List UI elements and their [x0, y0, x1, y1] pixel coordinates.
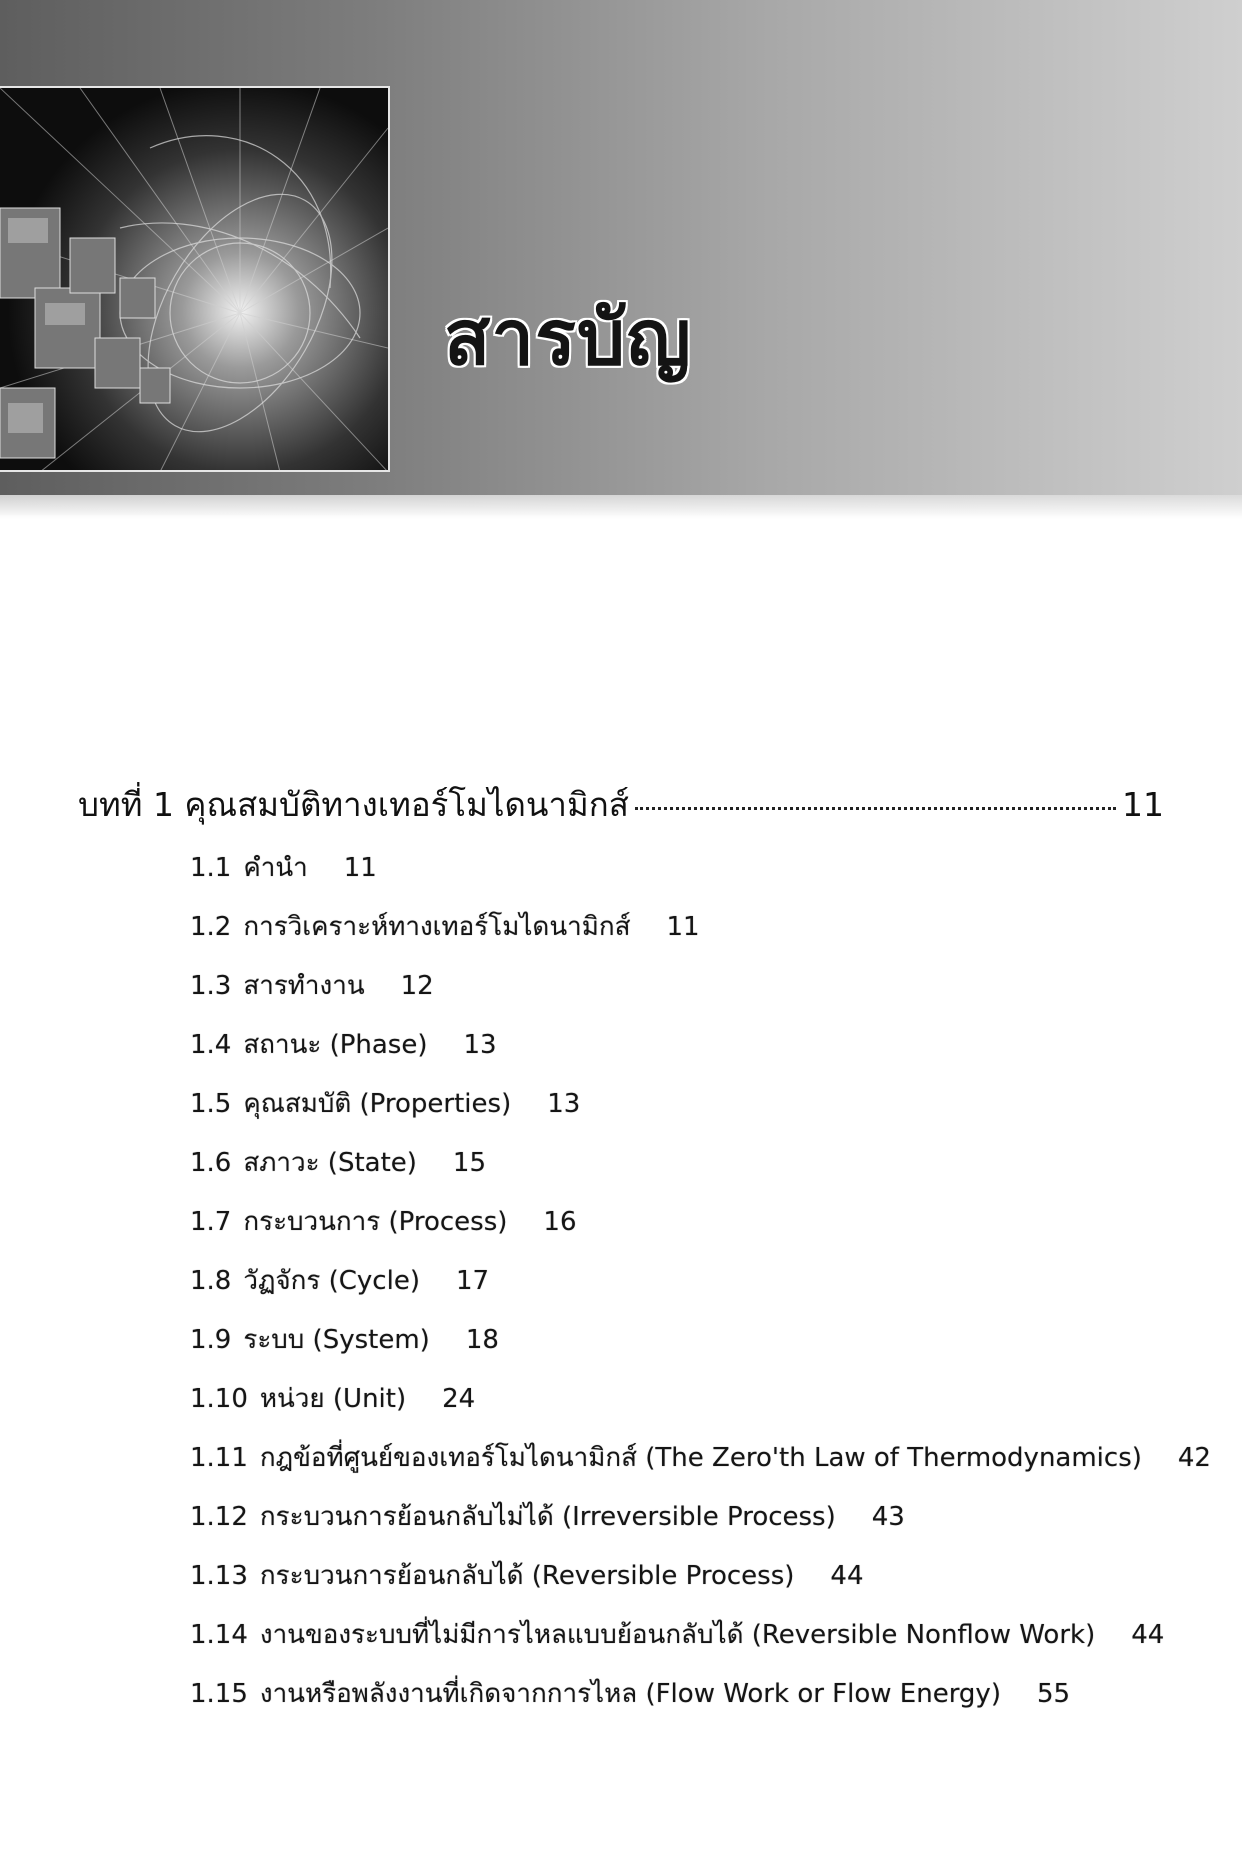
section-title: การวิเคราะห์ทางเทอร์โมไดนามิกส์ [243, 912, 631, 942]
toc-item[interactable] [190, 1074, 1190, 1133]
toc-list [190, 838, 1211, 1723]
section-title: กฎข้อที่ศูนย์ของเทอร์โมไดนามิกส์ (The Zero'th Law of Thermodynamics) [259, 1443, 1142, 1473]
section-title: สารทำงาน [243, 971, 365, 1001]
section-number: 1.4 [190, 1029, 232, 1060]
section-page: 16 [543, 1206, 577, 1237]
toc-item[interactable] [190, 1546, 1190, 1605]
section-number: 1.7 [190, 1206, 232, 1237]
section-number: 1.1 [190, 852, 232, 883]
section-title: คำนำ [243, 853, 308, 883]
section-page: 43 [871, 1501, 905, 1532]
section-title: สถานะ (Phase) [243, 1030, 428, 1060]
header-fade [0, 495, 1242, 519]
chapter-entry[interactable] [78, 778, 1164, 831]
section-number: 1.13 [190, 1560, 248, 1591]
section-title: สภาวะ (State) [243, 1148, 417, 1178]
section-number: 1.12 [190, 1501, 248, 1532]
toc-item[interactable] [190, 1133, 1190, 1192]
section-page: 44 [830, 1560, 864, 1591]
section-number: 1.3 [190, 970, 232, 1001]
section-page: 13 [547, 1088, 581, 1119]
dot-leader [635, 807, 1116, 810]
toc-item[interactable] [190, 1428, 1211, 1487]
section-page: 12 [400, 970, 434, 1001]
section-page: 15 [452, 1147, 486, 1178]
section-number: 1.11 [190, 1442, 248, 1473]
section-title: กระบวนการย้อนกลับไม่ได้ (Irreversible Process) [259, 1502, 836, 1532]
section-number: 1.15 [190, 1678, 248, 1709]
section-title: งานหรือพลังงานที่เกิดจากการไหล (Flow Work or Flow Energy) [259, 1679, 1001, 1709]
chapter-title: บทที่ 1 คุณสมบัติทางเทอร์โมไดนามิกส์ [78, 785, 629, 824]
section-page: 44 [1131, 1619, 1165, 1650]
toc-item[interactable] [190, 1369, 1190, 1428]
page-title: สารบัญ [444, 293, 692, 382]
section-title: งานของระบบที่ไม่มีการไหลแบบย้อนกลับได้ (Reversible Nonflow Work) [259, 1620, 1096, 1650]
section-page: 18 [465, 1324, 499, 1355]
section-title: กระบวนการ (Process) [243, 1207, 508, 1237]
toc-item[interactable] [190, 1015, 1190, 1074]
toc-item[interactable] [190, 1605, 1190, 1664]
section-page: 17 [455, 1265, 490, 1296]
section-number: 1.9 [190, 1324, 232, 1355]
section-number: 1.6 [190, 1147, 232, 1178]
section-page: 55 [1036, 1678, 1071, 1709]
section-page: 42 [1177, 1442, 1211, 1473]
section-page: 24 [442, 1383, 476, 1414]
section-page: 13 [463, 1029, 497, 1060]
chapter-page-number: 11 [1122, 785, 1164, 824]
toc-item[interactable] [190, 1487, 1190, 1546]
section-number: 1.2 [190, 911, 232, 942]
section-page: 11 [343, 852, 377, 883]
section-title: หน่วย (Unit) [259, 1384, 407, 1414]
section-title: วัฏจักร (Cycle) [243, 1266, 420, 1296]
header-illustration [0, 86, 390, 472]
section-number: 1.14 [190, 1619, 248, 1650]
section-title: คุณสมบัติ (Properties) [243, 1089, 512, 1119]
toc-item[interactable] [190, 1664, 1190, 1723]
toc-item[interactable] [190, 1310, 1190, 1369]
section-number: 1.10 [190, 1383, 248, 1414]
section-page: 11 [666, 911, 700, 942]
section-title: กระบวนการย้อนกลับได้ (Reversible Process) [259, 1561, 795, 1591]
toc-item[interactable] [190, 838, 1190, 897]
section-number: 1.8 [190, 1265, 232, 1296]
toc-item[interactable] [190, 1192, 1190, 1251]
toc-item[interactable] [190, 956, 1190, 1015]
toc-item[interactable] [190, 897, 1190, 956]
section-number: 1.5 [190, 1088, 232, 1119]
section-title: ระบบ (System) [243, 1325, 430, 1355]
toc-item[interactable] [190, 1251, 1190, 1310]
